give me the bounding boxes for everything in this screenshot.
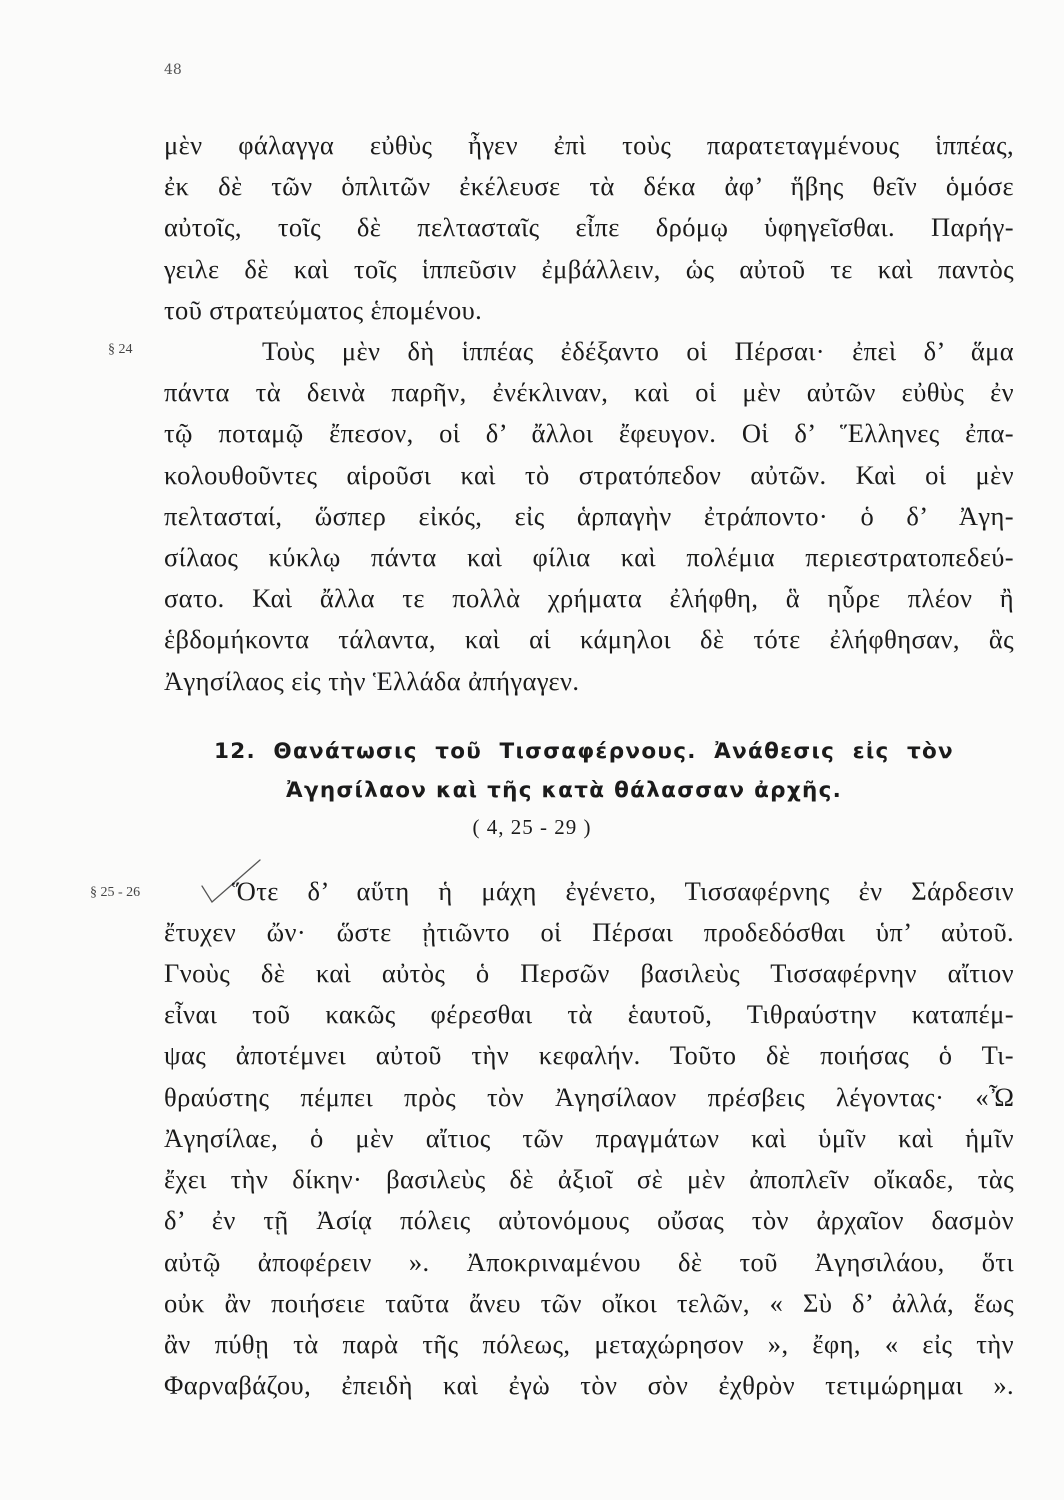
- text-line: εἶναι τοῦ κακῶς φέρεσθαι τὰ ἑαυτοῦ, Τιθραύστην καταπέμ-: [164, 999, 1014, 1029]
- text-line: Τοὺς μὲν δὴ ἱππέας ἐδέξαντο οἱ Πέρσαι· ἐπεὶ δ’ ἅμα: [262, 336, 1014, 366]
- text-line: αὐτοῖς, τοῖς δὲ πελτασταῖς εἶπε δρόμῳ ὑφηγεῖσθαι. Παρήγ-: [164, 212, 1014, 242]
- text-line: σατο. Καὶ ἄλλα τε πολλὰ χρήματα ἐλήφθη, ἃ ηὗρε πλέον ἢ: [164, 583, 1014, 613]
- text-line: σίλαος κύκλῳ πάντα καὶ φίλια καὶ πολέμια περιεστρατοπεδεύ-: [164, 542, 1014, 572]
- section-marker: § 25 - 26: [90, 885, 141, 900]
- text-line: κολουθοῦντες αἱροῦσι καὶ τὸ στρατόπεδον αὐτῶν. Καὶ οἱ μὲν: [164, 460, 1014, 490]
- heading-line: 12. Θανάτωσις τοῦ Τισσαφέρνους. Ἀνάθεσις εἰς τὸν: [214, 739, 954, 764]
- text-line: ἔτυχεν ὤν· ὥστε ᾐτιῶντο οἱ Πέρσαι προδεδόσθαι ὑπ’ αὐτοῦ.: [164, 917, 1014, 947]
- text-line: ἂν πύθῃ τὰ παρὰ τῆς πόλεως, μεταχώρησον », ἔφη, « εἰς τὴν: [164, 1329, 1014, 1359]
- heading-line: Ἀγησίλαον καὶ τῆς κατὰ θάλασσαν ἀρχῆς.: [286, 778, 843, 803]
- text-line: τῷ ποταμῷ ἔπεσον, οἱ δ’ ἄλλοι ἔφευγον. Οἱ δ’ Ἕλληνες ἐπα-: [164, 418, 1014, 448]
- text-line: Γνοὺς δὲ καὶ αὐτὸς ὁ Περσῶν βασιλεὺς Τισσαφέρνην αἴτιον: [164, 958, 1014, 988]
- text-line: πελτασταί, ὥσπερ εἰκός, εἰς ἁρπαγὴν ἐτράποντο· ὁ δ’ Ἀγη-: [164, 501, 1014, 531]
- text-line: Φαρναβάζου, ἐπειδὴ καὶ ἐγὼ τὸν σὸν ἐχθρὸν τετιμώρημαι ».: [164, 1370, 1014, 1400]
- text-line: Ἀγησίλαε, ὁ μὲν αἴτιος τῶν πραγμάτων καὶ ὑμῖν καὶ ἡμῖν: [164, 1123, 1014, 1153]
- text-line: ἐκ δὲ τῶν ὁπλιτῶν ἐκέλευσε τὰ δέκα ἀφ’ ἥβης θεῖν ὁμόσε: [164, 171, 1014, 201]
- text-line: ἑβδομήκοντα τάλαντα, καὶ αἱ κάμηλοι δὲ τότε ἐλήφθησαν, ἃς: [164, 624, 1014, 654]
- text-line: ἔχει τὴν δίκην· βασιλεὺς δὲ ἀξιοῖ σὲ μὲν ἀποπλεῖν οἴκαδε, τὰς: [164, 1164, 1014, 1194]
- text-line: αὐτῷ ἀποφέρειν ». Ἀποκριναμένου δὲ τοῦ Ἀγησιλάου, ὅτι: [164, 1247, 1014, 1277]
- text-line: οὐκ ἂν ποιήσειε ταῦτα ἄνευ τῶν οἴκοι τελῶν, « Σὺ δ’ ἀλλά, ἕως: [164, 1288, 1014, 1318]
- text-line: θραύστης πέμπει πρὸς τὸν Ἀγησίλαον πρέσβεις λέγοντας· «Ὦ: [164, 1082, 1014, 1112]
- text-line: δ’ ἐν τῇ Ἀσίᾳ πόλεις αὐτονόμους οὔσας τὸν ἀρχαῖον δασμὸν: [164, 1205, 1014, 1235]
- text-line: γειλε δὲ καὶ τοῖς ἱππεῦσιν ἐμβάλλειν, ὡς αὐτοῦ τε καὶ παντὸς: [164, 254, 1014, 284]
- text-line: τοῦ στρατεύματος ἑπομένου.: [164, 295, 483, 325]
- text-line: ψας ἀποτέμνει αὐτοῦ τὴν κεφαλήν. Τοῦτο δὲ ποιήσας ὁ Τι-: [164, 1040, 1014, 1070]
- section-marker: § 24: [108, 342, 133, 357]
- text-line: πάντα τὰ δεινὰ παρῆν, ἐνέκλιναν, καὶ οἱ μὲν αὐτῶν εὐθὺς ἐν: [164, 377, 1014, 407]
- page-number: 48: [164, 62, 182, 78]
- text-line: Ὅτε δ’ αὕτη ἡ μάχη ἐγένετο, Τισσαφέρνης ἐν Σάρδεσιν: [232, 876, 1014, 906]
- text-line: μὲν φάλαγγα εὐθὺς ἦγεν ἐπὶ τοὺς παρατεταγμένους ἱππέας,: [164, 130, 1014, 160]
- heading-reference: ( 4, 25 - 29 ): [472, 815, 592, 839]
- text-line: Ἀγησίλαος εἰς τὴν Ἑλλάδα ἀπήγαγεν.: [164, 666, 580, 696]
